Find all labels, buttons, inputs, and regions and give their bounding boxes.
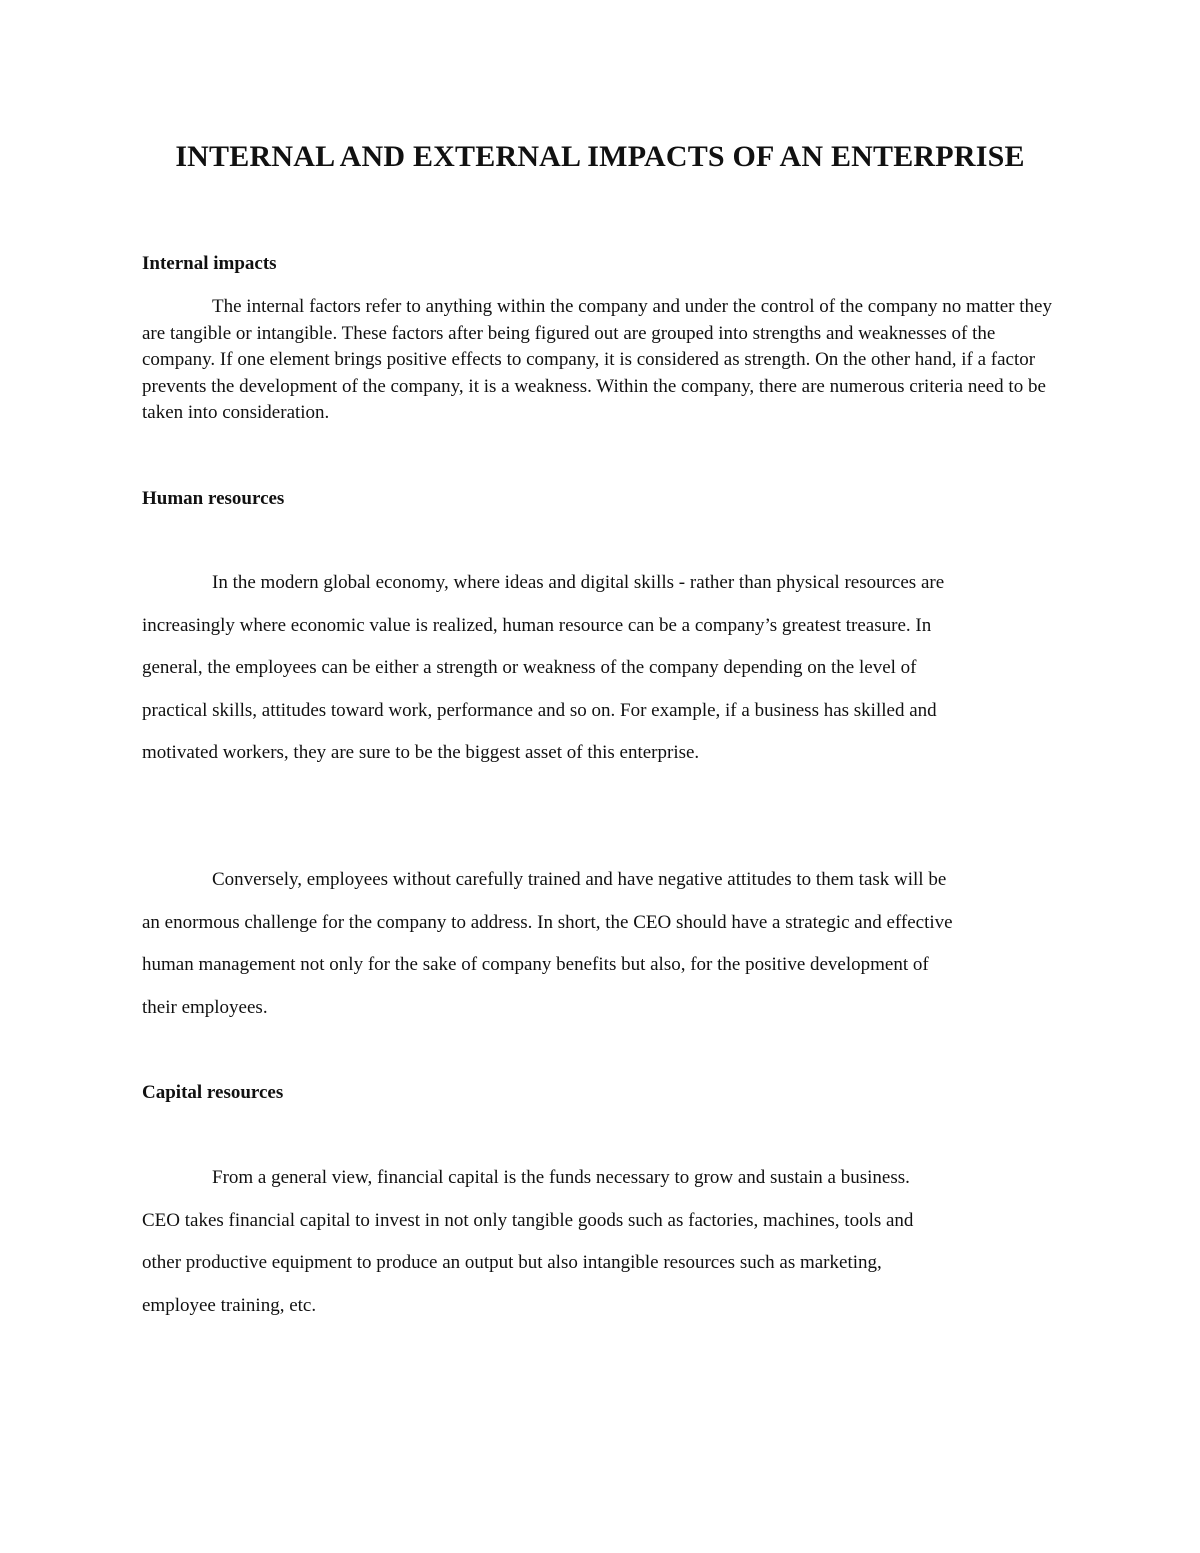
section-heading-capital-resources: Capital resources — [142, 1082, 284, 1103]
paragraph-human-resources-2: Conversely, employees without carefully trained and have negative attitudes to them task will be an enormous challenge for the company to address. In short, the CEO should have a strategic and effective human management not only for the sake of company benefits but also, for the positive development of their employees. — [142, 869, 953, 1018]
paragraph-capital-resources: From a general view, financial capital is the funds necessary to grow and sustain a business. CEO takes financial capital to invest in not only tangible goods such as factories, machines, tools and other productive equipment to produce an output but also intangible resources such as marketing, employee training, etc. — [142, 1167, 914, 1316]
paragraph-internal-impacts: The internal factors refer to anything within the company and under the control of the company no matter they are tangible or intangible. These factors after being figured out are grouped into strengths and weaknesses of the company. If one element brings positive effects to company, it is considered as strength. On the other hand, if a factor prevents the development of the company, it is a weakness. Within the company, there are numerous criteria need to be taken into consideration. — [142, 296, 1052, 423]
paragraph-human-resources-1: In the modern global economy, where ideas and digital skills - rather than physical resources are increasingly where economic value is realized, human resource can be a company’s greatest treasure. In general, the employees can be either a strength or weakness of the company depending on the level of practical skills, attitudes toward work, performance and so on. For example, if a business has skilled and motivated workers, they are sure to be the biggest asset of this enterprise. — [142, 572, 945, 763]
section-heading-internal-impacts: Internal impacts — [142, 253, 277, 274]
document-title: INTERNAL AND EXTERNAL IMPACTS OF AN ENTERPRISE — [175, 140, 1025, 173]
section-heading-human-resources: Human resources — [142, 488, 285, 509]
